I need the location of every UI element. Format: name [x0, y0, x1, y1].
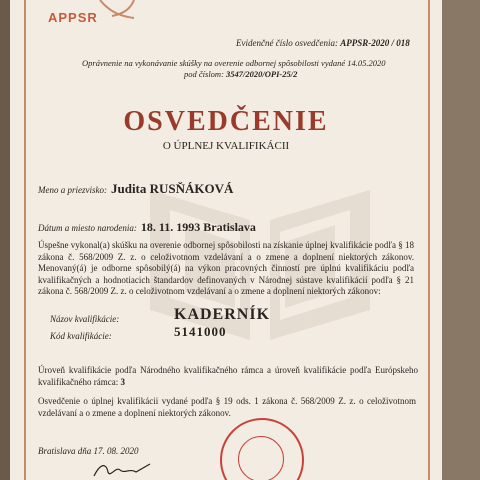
page-title: OSVEDČENIE: [123, 106, 329, 137]
evidence-number: APPSR-2020 / 018: [340, 38, 410, 48]
frame-right-line: [428, 0, 430, 480]
page-subtitle: O ÚPLNEJ KVALIFIKÁCII: [162, 140, 290, 152]
paragraph-2: Osvedčenie o úplnej kvalifikácii vydané podľa § 19 ods. 1 zákona č. 568/2009 Z. z. o celoživotnom vzdelávaní a o zmene a doplnení niektorých zákonov.: [38, 396, 416, 418]
levels-text: Úroveň kvalifikácie podľa Národného kvalifikačného rámca a úroveň kvalifikácie podľa Európskeho kvalifikačného rámca:: [38, 365, 418, 387]
name-label: Meno a priezvisko:: [38, 185, 107, 195]
logo-text: APPSR: [48, 10, 98, 25]
birth-label: Dátum a miesto narodenia:: [38, 223, 137, 233]
name-row: [38, 180, 233, 198]
authorization-line-1: Oprávnenie na vykonávanie skúšky na overenie odbornej spôsobilosti vydané 14.05.2020: [82, 58, 386, 68]
levels-value: 3: [120, 376, 125, 387]
levels-paragraph: [38, 365, 418, 388]
qualification-name-value: KADERNÍK: [174, 306, 271, 323]
name-value: Judita RUSŇÁKOVÁ: [110, 181, 234, 196]
evidence-line: [236, 38, 410, 48]
signature-icon: [90, 458, 170, 480]
frame-left-line: [24, 0, 26, 480]
qualification-code-value: 5141000: [174, 324, 227, 339]
birth-row: [38, 218, 256, 236]
paragraph-1: Úspešne vykonal(a) skúšku na overenie odbornej spôsobilosti na získanie úplnej kvalifikácie podľa § 18 zákona č. 568/2009 Z. z. o celoživotnom vzdelávaní a o zmene a doplnení niektorých zákonov. Menovaný(á) je odborne spôsobilý(á) na výkon pracovných činností pre úplnú kvalifikáciu podľa kvalifikačných a hodnotiacich štandardov definovaných v Národnej sústave kvalifikácií podľa § 21 zákona č. 568/2009 Z. z. o celoživotnom vzdelávaní a o zmene a doplnení niektorých zákonov:: [38, 240, 414, 296]
authorization-label: pod číslom:: [184, 69, 224, 79]
certificate-page: [10, 0, 442, 480]
authorization-line-2: [184, 69, 297, 79]
qualification-name-label: Názov kvalifikácie:: [50, 314, 120, 324]
authorization-number: 3547/2020/OPI-25/2: [226, 69, 298, 79]
evidence-label: Evidenčné číslo osvedčenia:: [236, 38, 338, 48]
place-date: Bratislava dňa 17. 08. 2020: [38, 446, 139, 456]
background-edge: [442, 0, 480, 480]
qualification-code-label: Kód kvalifikácie:: [50, 331, 112, 341]
birth-value: 18. 11. 1993 Bratislava: [140, 220, 256, 234]
seal-inner-ring: [238, 436, 284, 480]
official-seal-icon: [220, 418, 304, 480]
